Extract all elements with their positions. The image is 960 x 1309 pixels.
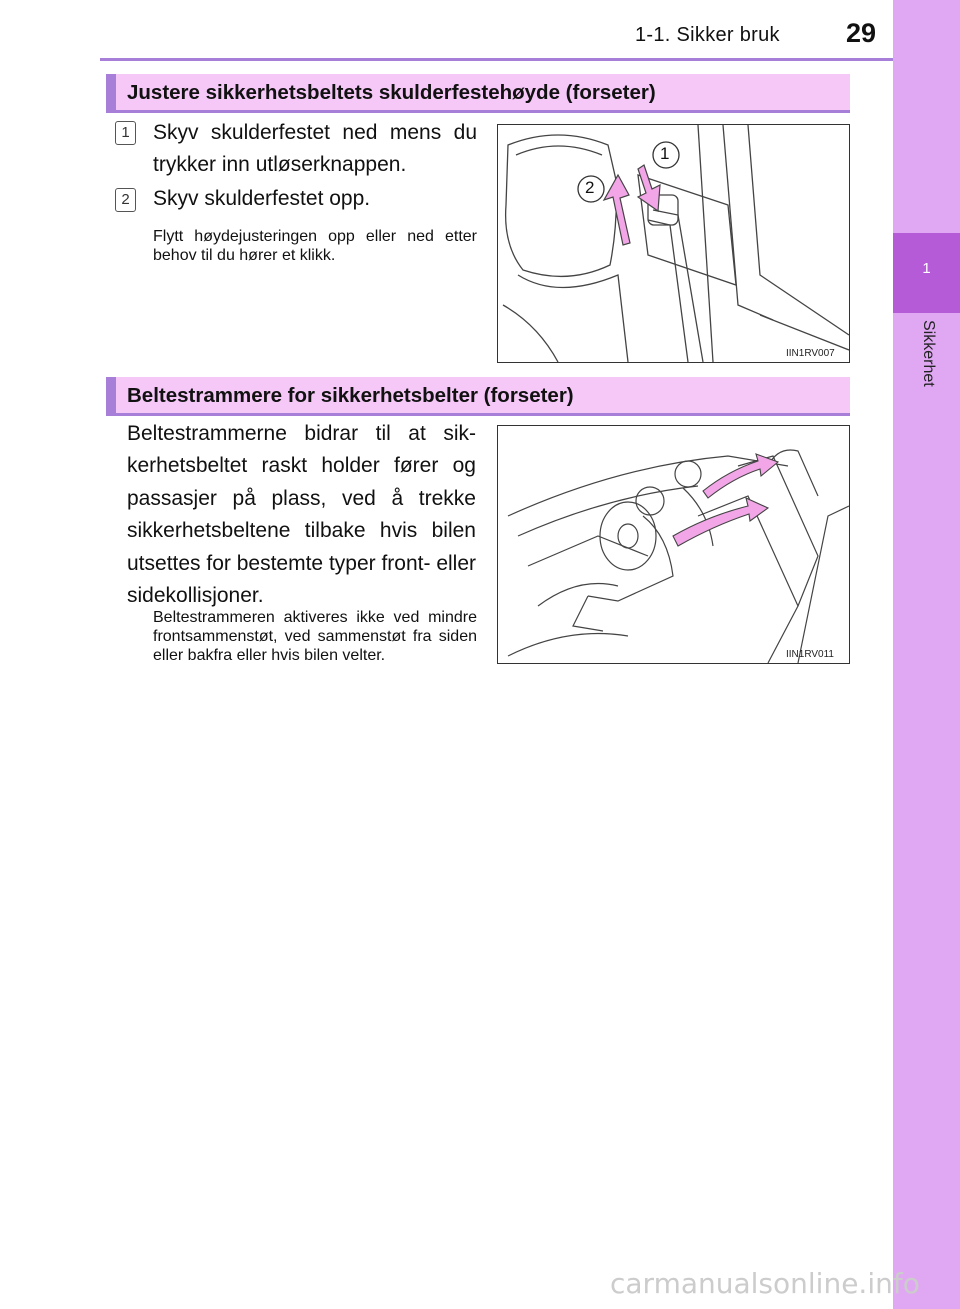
section-heading-pretensioners [106, 377, 850, 416]
chapter-label-container [893, 320, 960, 430]
body-paragraph: Beltestrammerne bidrar til at sik-kerhetsbeltet raskt holder fører og passasjer på plass, ved å trekke sikkerhetsbeltene tilbake hvis bilen utsettes for bestemte typer front- eller sidekollisjoner. [127, 422, 476, 608]
heading-accent-bar [106, 74, 116, 110]
shoulder-anchor-illustration [497, 124, 850, 363]
section-heading-shoulder-anchor [106, 74, 850, 113]
body-note: Beltestrammeren aktiveres ikke ved mindre frontsammenstøt, ved sammenstøt fra siden eller bakfra eller hvis bilen velter. [153, 609, 477, 664]
section-title: Justere sikkerhetsbeltets skulderfestehøyde (forseter) [127, 81, 656, 104]
chapter-side-tab [893, 0, 960, 1309]
step-text: Skyv skulderfestet opp. [153, 187, 371, 210]
figure-code: IIN1RV007 [786, 348, 835, 359]
step-number-badge: 1 [115, 121, 136, 145]
watermark: carmanualsonline.info [610, 1267, 920, 1300]
step-number-badge: 2 [115, 188, 136, 212]
chapter-number-tab[interactable]: 1 [893, 233, 960, 313]
pretensioner-illustration [497, 425, 850, 664]
heading-accent-bar [106, 377, 116, 413]
step-note: Flytt høydejusteringen opp eller ned etter behov til du hører et klikk. [153, 228, 477, 264]
chapter-label: Sikkerhet [920, 320, 937, 387]
figure-code: IIN1RV011 [786, 649, 834, 660]
page-number: 29 [846, 18, 877, 48]
step-text: Skyv skulderfestet ned mens du trykker inn utløserknappen. [153, 121, 477, 176]
header-divider [100, 58, 893, 61]
callout-label-1: 1 [660, 144, 670, 163]
running-header-section: 1-1. Sikker bruk [635, 24, 780, 46]
callout-label-2: 2 [585, 178, 595, 197]
section-title: Beltestrammere for sikkerhetsbelter (forseter) [127, 384, 574, 407]
